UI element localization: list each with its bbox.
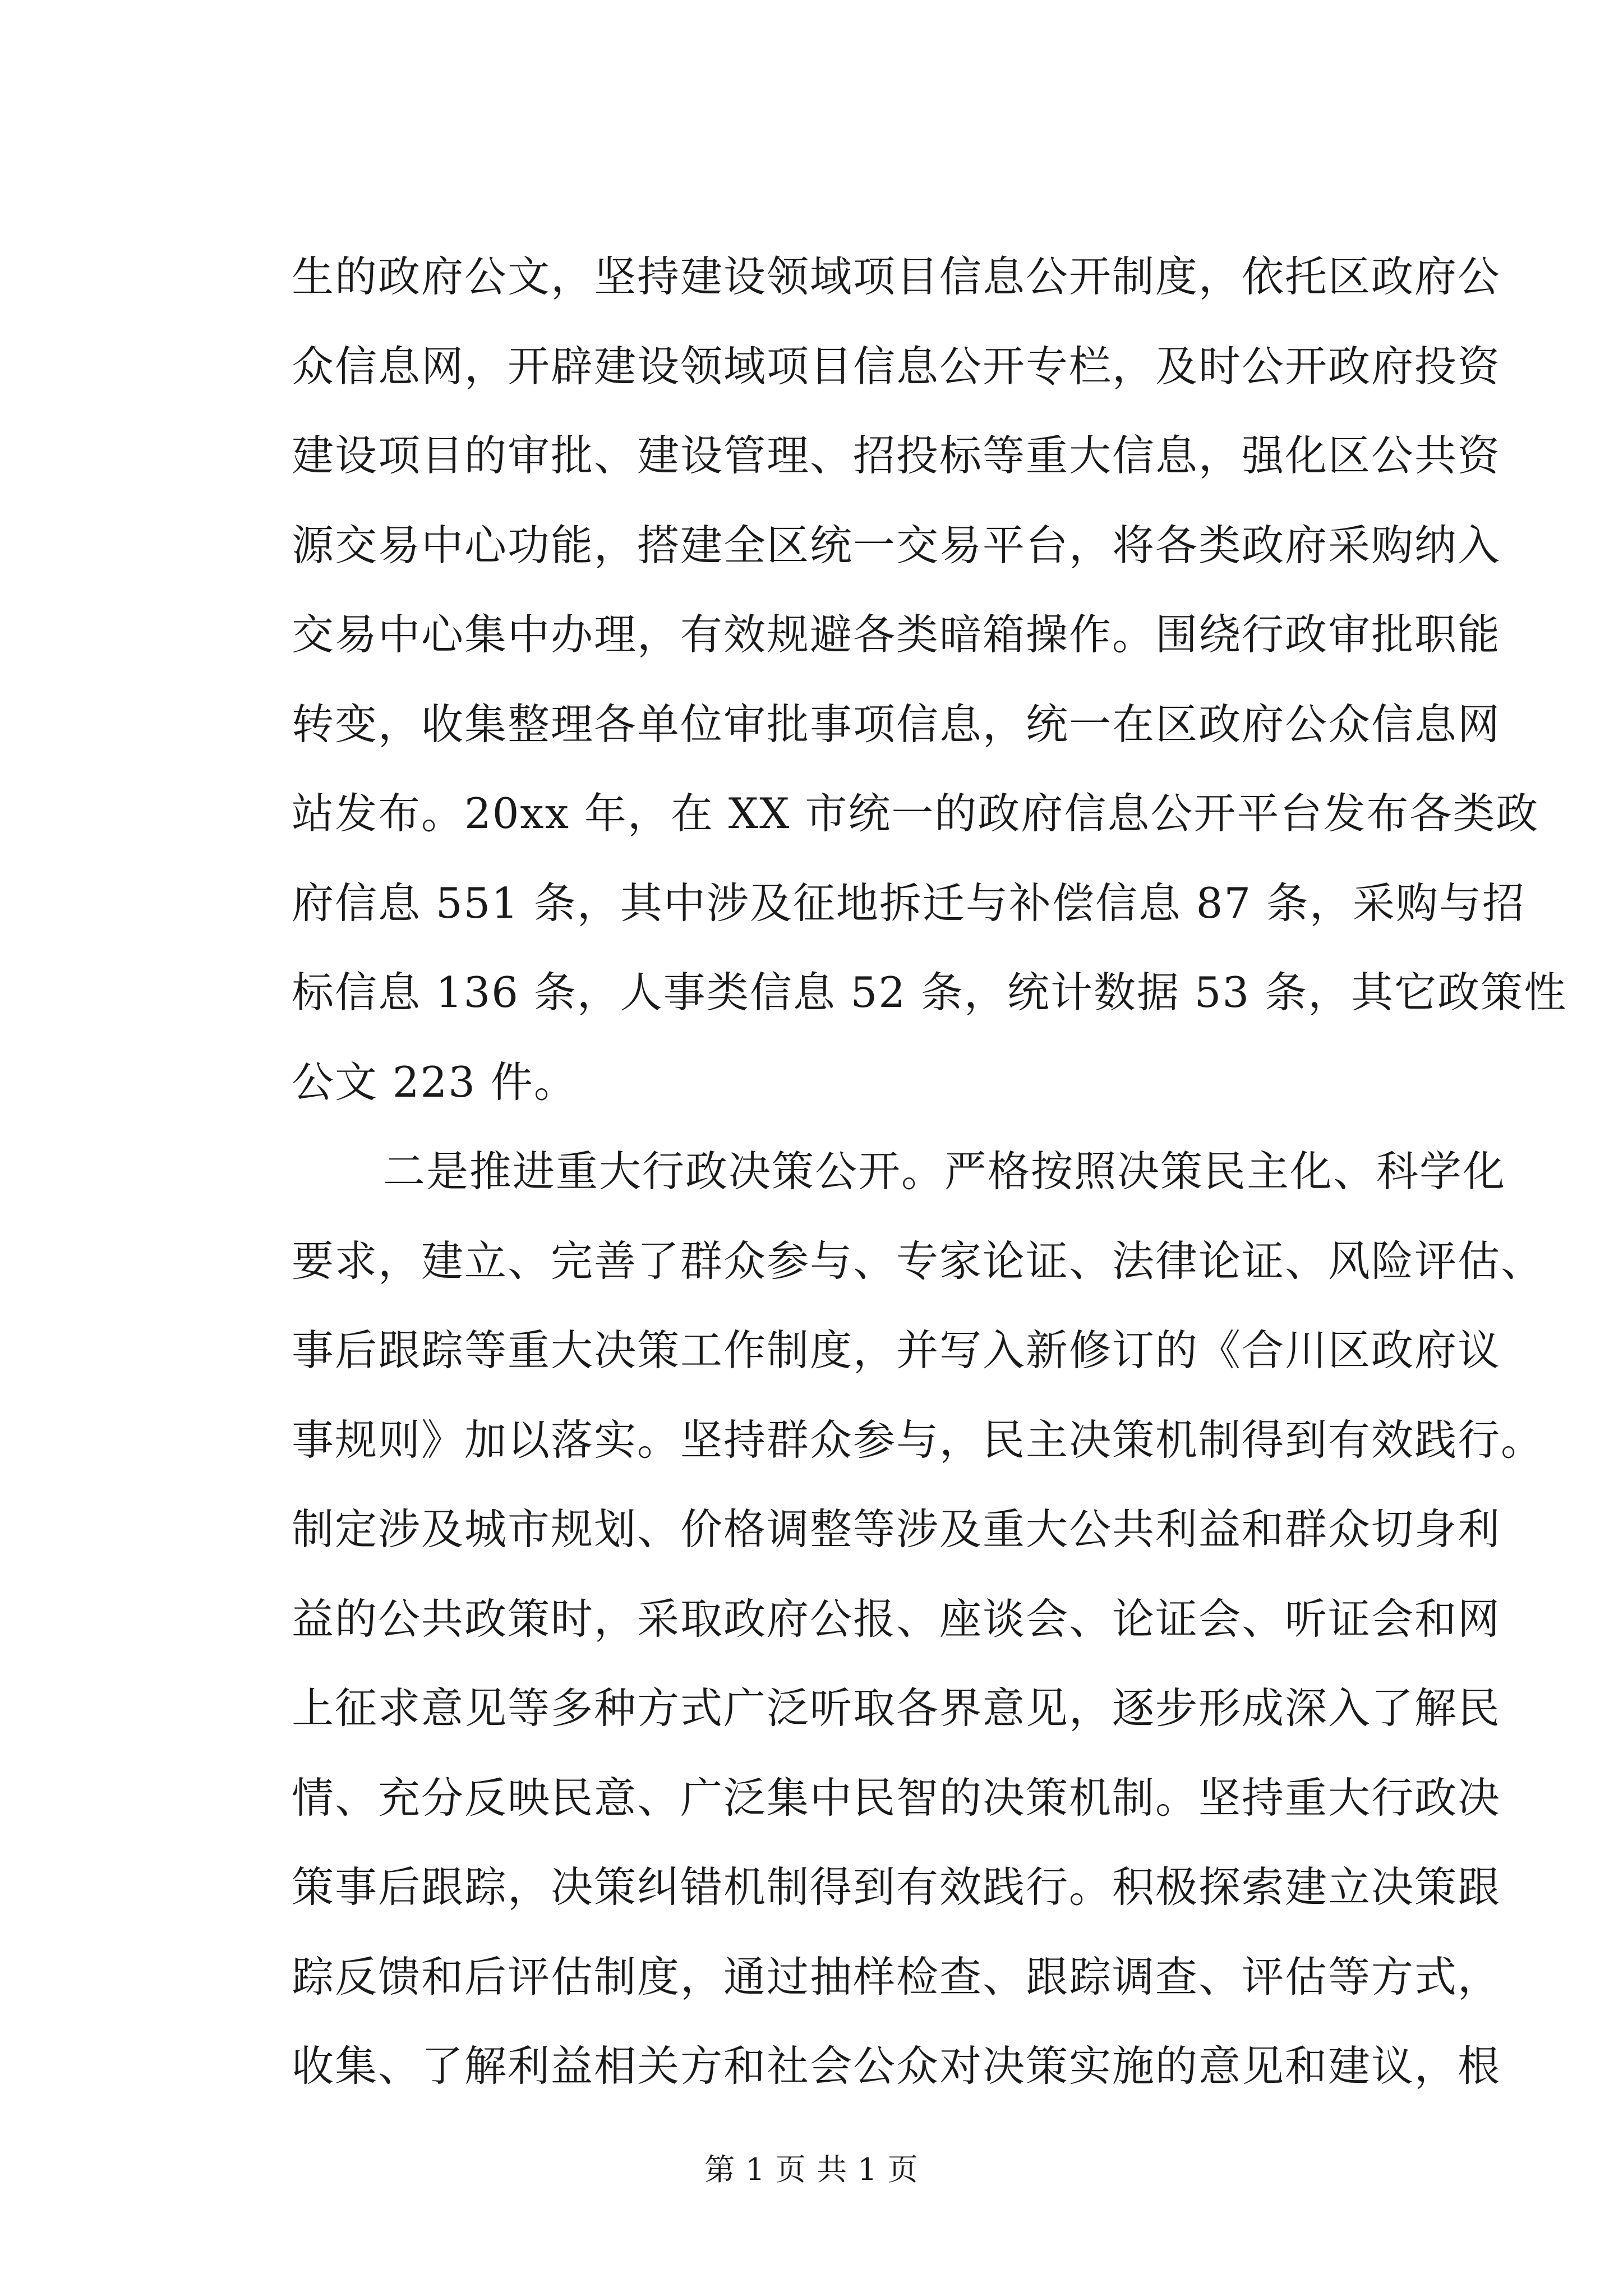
paragraph-line: 上征求意见等多种方式广泛听取各界意见，逐步形成深入了解民: [292, 1683, 1501, 1733]
paragraph-line: 标信息 136 条，人事类信息 52 条，统计数据 53 条，其它政策性: [292, 968, 1567, 1017]
paragraph-line: 站发布。20xx 年，在 XX 市统一的政府信息公开平台发布各类政: [292, 789, 1539, 838]
paragraph-line: 建设项目的审批、建设管理、招投标等重大信息，强化区公共资: [292, 431, 1501, 480]
paragraph-line: 踪反馈和后评估制度，通过抽样检查、跟踪调查、评估等方式，: [292, 1952, 1501, 2001]
paragraph-line: 事规则》加以落实。坚持群众参与，民主决策机制得到有效践行。: [292, 1415, 1544, 1465]
paragraph-line: 益的公共政策时，采取政府公报、座谈会、论证会、听证会和网: [292, 1594, 1501, 1644]
paragraph-line: 转变，收集整理各单位审批事项信息，统一在区政府公众信息网: [292, 700, 1501, 749]
paragraph-line: 制定涉及城市规划、价格调整等涉及重大公共利益和群众切身利: [292, 1504, 1501, 1554]
paragraph-line: 策事后跟踪，决策纠错机制得到有效践行。积极探索建立决策跟: [292, 1862, 1501, 1912]
paragraph-line: 众信息网，开辟建设领域项目信息公开专栏，及时公开政府投资: [292, 342, 1501, 391]
paragraph-line: 交易中心集中办理，有效规避各类暗箱操作。围绕行政审批职能: [292, 610, 1501, 659]
page-footer: [0, 2150, 1623, 2189]
paragraph-line: 源交易中心功能，搭建全区统一交易平台，将各类政府采购纳入: [292, 521, 1501, 570]
paragraph-line: 事后跟踪等重大决策工作制度，并写入新修订的《合川区政府议: [292, 1326, 1501, 1375]
page-number-label: 第 1 页 共 1 页: [704, 2152, 919, 2187]
paragraph-line: 要求，建立、完善了群众参与、专家论证、法律论证、风险评估、: [292, 1236, 1544, 1286]
paragraph-line: 收集、了解利益相关方和社会公众对决策实施的意见和建议，根: [292, 2041, 1501, 2091]
paragraph-line: 府信息 551 条，其中涉及征地拆迁与补偿信息 87 条，采购与招: [292, 878, 1525, 928]
paragraph-line: 生的政府公文，坚持建设领域项目信息公开制度，依托区政府公: [292, 252, 1501, 301]
paragraph-first-line: 二是推进重大行政决策公开。严格按照决策民主化、科学化: [383, 1147, 1506, 1196]
paragraph-line: 情、充分反映民意、广泛集中民智的决策机制。坚持重大行政决: [292, 1773, 1501, 1823]
paragraph-line: 公文 223 件。: [292, 1057, 577, 1107]
